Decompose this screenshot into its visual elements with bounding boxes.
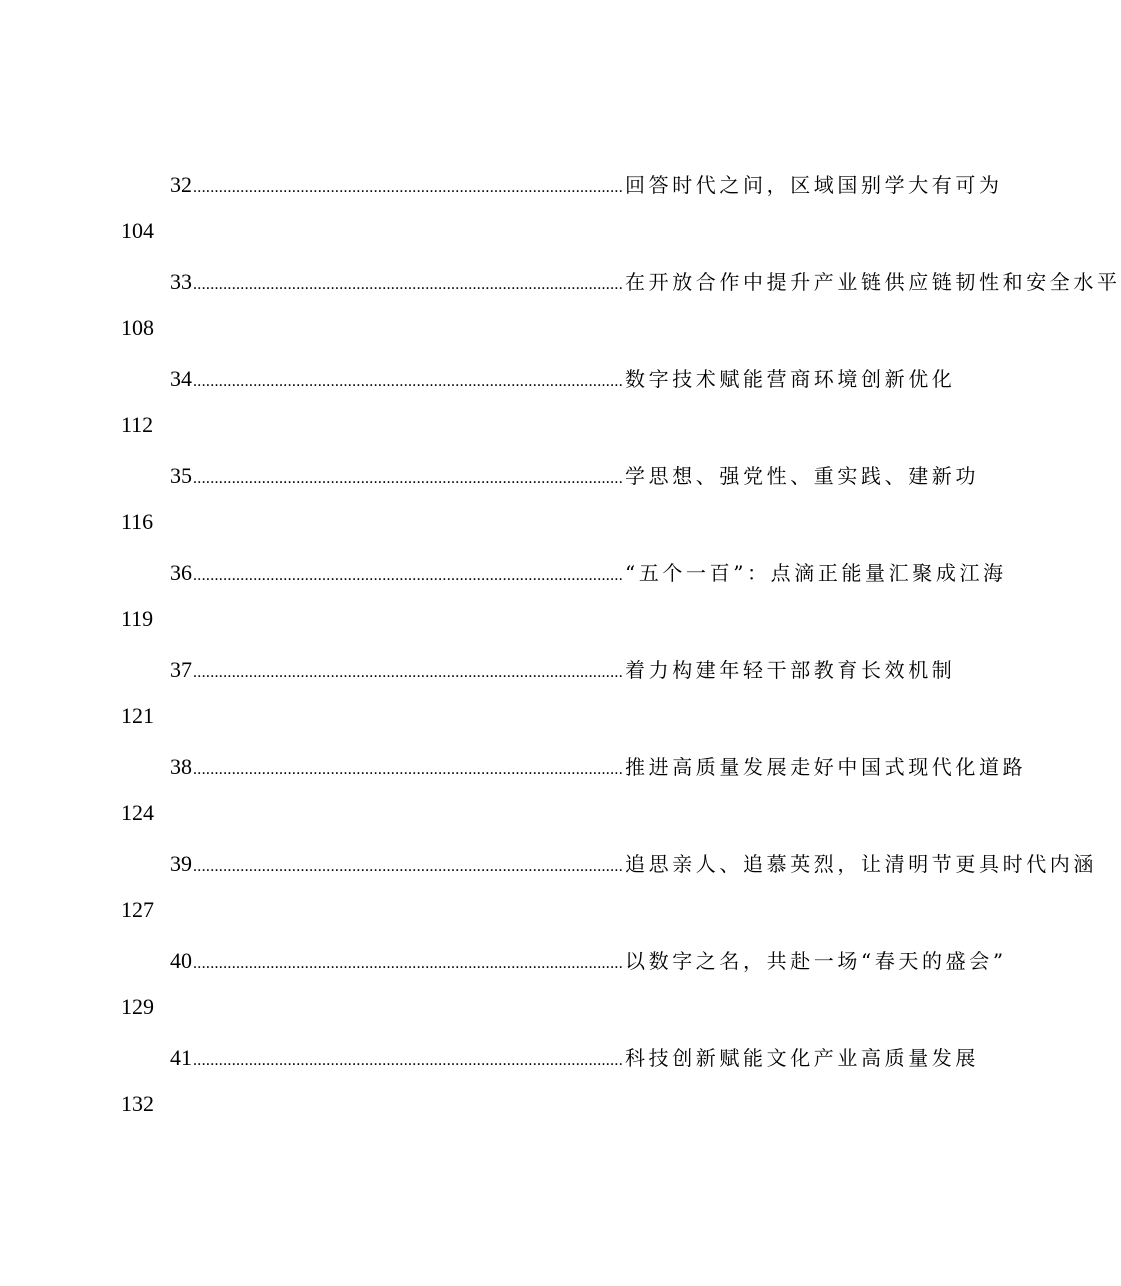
toc-entry[interactable]	[0, 653, 956, 750]
toc-entry-page: 116	[121, 509, 154, 534]
toc-entry-line	[170, 556, 1007, 590]
toc-entry-line	[170, 459, 979, 493]
toc-entry-title: 数字技术赋能营商环境创新优化	[625, 367, 956, 391]
toc-entry-title: 学思想、强党性、重实践、建新功	[625, 464, 979, 488]
toc-entry-number: 39	[170, 851, 192, 876]
toc-entry-line	[170, 1041, 979, 1075]
toc-entry-title: 追思亲人、追慕英烈，让清明节更具时代内涵	[625, 852, 1097, 876]
toc-entry[interactable]	[0, 944, 1007, 1041]
toc-entry[interactable]	[0, 168, 1003, 265]
toc-entry-line	[170, 168, 1003, 202]
dot-leader: ....................................................................................................	[193, 761, 623, 778]
toc-entry[interactable]	[0, 459, 979, 556]
toc-entry-page: 121	[121, 703, 154, 728]
toc-entry-line	[170, 653, 956, 687]
toc-entry-number: 35	[170, 463, 192, 488]
dot-leader: ....................................................................................................	[193, 373, 623, 390]
dot-leader: ....................................................................................................	[193, 179, 623, 196]
toc-entry-line	[170, 750, 1027, 784]
toc-entry[interactable]	[0, 556, 1007, 653]
toc-entry-page: 108	[121, 315, 154, 340]
dot-leader: ....................................................................................................	[193, 470, 623, 487]
toc-entry-number: 40	[170, 948, 192, 973]
dot-leader: ....................................................................................................	[193, 567, 623, 584]
toc-entry-title: 科技创新赋能文化产业高质量发展	[625, 1046, 979, 1070]
toc-entry-title: 在开放合作中提升产业链供应链韧性和安全水平	[625, 270, 1121, 294]
toc-entry-line	[170, 944, 1007, 978]
toc-entry-number: 41	[170, 1045, 192, 1070]
toc-entry-line	[170, 847, 1097, 881]
toc-entry-number: 38	[170, 754, 192, 779]
toc-entry-title: 着力构建年轻干部教育长效机制	[625, 658, 956, 682]
toc-entry-title: “五个一百”：点滴正能量汇聚成江海	[625, 561, 1007, 585]
toc-entry[interactable]	[0, 1041, 979, 1138]
dot-leader: ....................................................................................................	[193, 1052, 623, 1069]
toc-entry-page: 124	[121, 800, 154, 825]
toc-entry-line	[170, 265, 1121, 299]
toc-entry-page: 112	[121, 412, 154, 437]
toc-entry[interactable]	[0, 265, 1121, 362]
toc-entry-page: 104	[121, 218, 154, 243]
toc-entry[interactable]	[0, 750, 1027, 847]
toc-entry-page: 127	[121, 897, 154, 922]
dot-leader: ....................................................................................................	[193, 276, 623, 293]
dot-leader: ....................................................................................................	[193, 858, 623, 875]
toc-entry-number: 33	[170, 269, 192, 294]
toc-entry-number: 34	[170, 366, 192, 391]
toc-entry-title: 以数字之名，共赴一场“春天的盛会”	[625, 949, 1007, 973]
toc-entry-page: 119	[121, 606, 154, 631]
toc-entry[interactable]	[0, 847, 1097, 944]
toc-entry[interactable]	[0, 362, 956, 459]
dot-leader: ....................................................................................................	[193, 664, 623, 681]
toc-entry-number: 32	[170, 172, 192, 197]
toc-entry-title: 回答时代之问，区域国别学大有可为	[625, 173, 1003, 197]
toc-entry-line	[170, 362, 956, 396]
toc-entry-page: 132	[121, 1091, 154, 1116]
toc-entry-title: 推进高质量发展走好中国式现代化道路	[625, 755, 1027, 779]
dot-leader: ....................................................................................................	[193, 955, 623, 972]
toc-entry-number: 37	[170, 657, 192, 682]
toc-entry-number: 36	[170, 560, 192, 585]
toc-entry-page: 129	[121, 994, 154, 1019]
